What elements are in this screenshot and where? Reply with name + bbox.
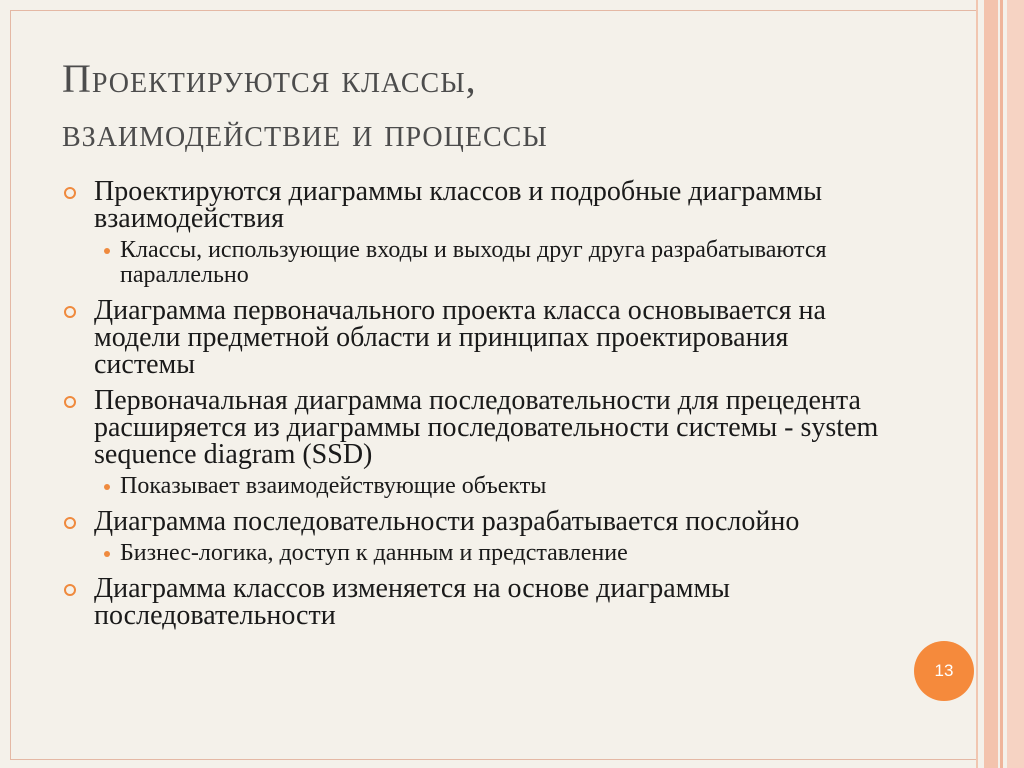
title-line-1: Проектируются классы, [62,56,477,101]
bullet-text: Проектируются диаграммы классов и подробные диаграммы взаимодействия [94,176,823,234]
bullet-text: Диаграмма классов изменяется на основе диаграммы последовательности [94,573,730,631]
bullet-list [62,178,892,638]
bullet-item [62,178,892,288]
sub-bullet-text: Классы, использующие входы и выходы друг друга разрабатываются параллельно [120,237,827,288]
dot-bullet-icon [104,551,110,557]
decorative-stripes [976,0,1024,768]
bullet-item [62,575,892,629]
circle-bullet-icon [64,187,76,199]
dot-bullet-icon [104,484,110,490]
stripe [1007,0,1024,768]
circle-bullet-icon [64,517,76,529]
sub-bullet-list [94,541,892,566]
stripe [1000,0,1003,768]
bullet-text: Диаграмма последовательности разрабатывается послойно [94,506,800,537]
circle-bullet-icon [64,584,76,596]
sub-bullet-item [106,474,892,499]
stripe [976,0,978,768]
bullet-item [62,508,892,566]
sub-bullet-item [106,541,892,566]
bullet-text: Диаграмма первоначального проекта класса основывается на модели предметной области и принципах проектирования системы [94,295,826,380]
stripe [984,0,998,768]
circle-bullet-icon [64,396,76,408]
circle-bullet-icon [64,306,76,318]
sub-bullet-text: Бизнес-логика, доступ к данным и представление [120,540,628,566]
dot-bullet-icon [104,248,110,254]
sub-bullet-text: Показывает взаимодействующие объекты [120,473,547,499]
bullet-item [62,297,892,378]
sub-bullet-list [94,238,892,288]
page-number-badge: 13 [914,641,974,701]
sub-bullet-item [106,238,892,288]
bullet-text: Первоначальная диаграмма последовательности для прецедента расширяется из диаграммы последовательности системы - system sequence diagram (SSD) [94,385,879,470]
slide-title [62,52,922,160]
sub-bullet-list [94,474,892,499]
title-line-2: взаимодействие и процессы [62,110,548,155]
bullet-item [62,387,892,499]
